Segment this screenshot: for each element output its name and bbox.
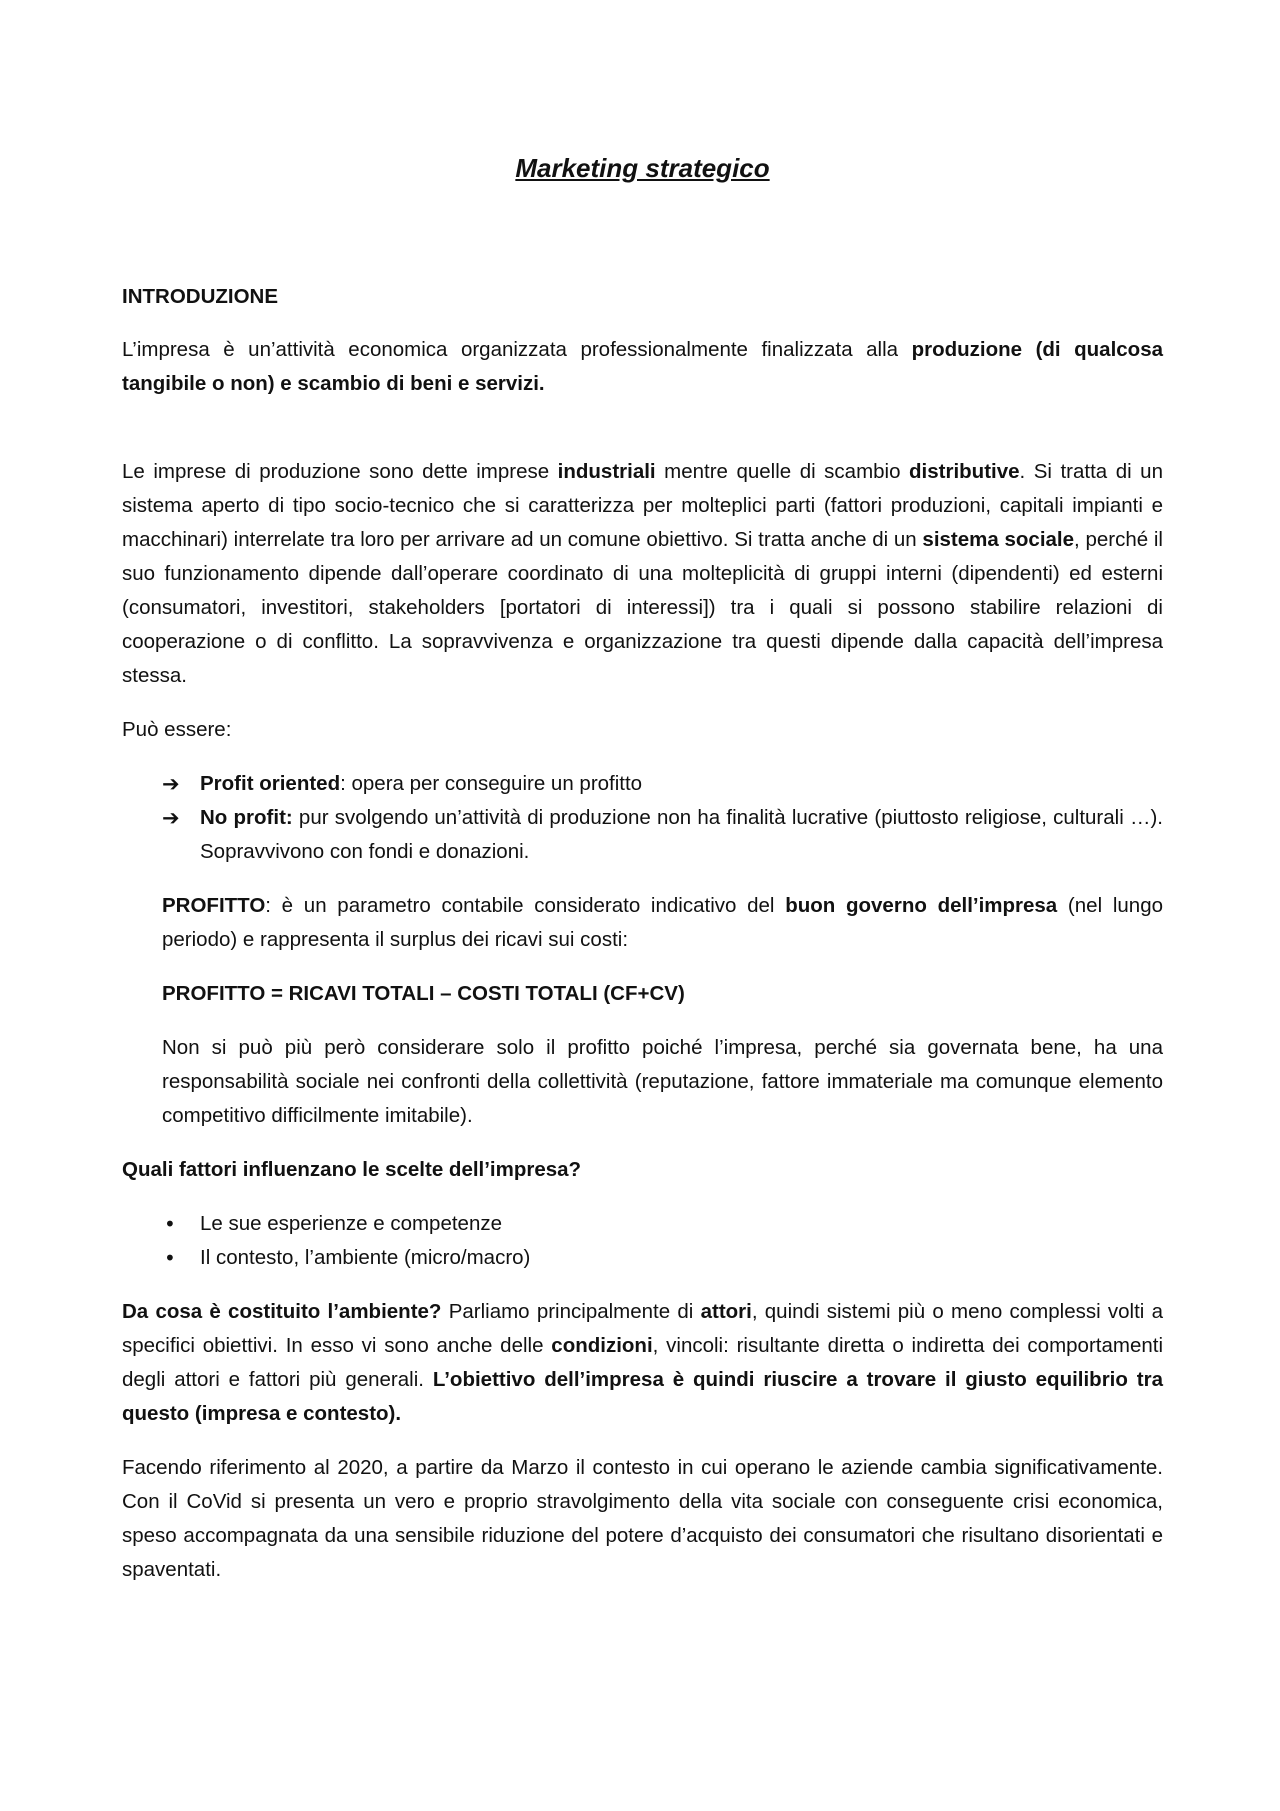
paragraph-puo-essere: Può essere: (122, 718, 232, 741)
text-span: Il contesto, l’ambiente (micro/macro) (200, 1246, 531, 1269)
section-heading-introduzione: INTRODUZIONE (122, 285, 279, 308)
text-span: pur svolgendo un’attività di produzione non ha finalità lucrative (piuttosto religiose, culturali …). Sopravvivono con fondi e donazioni. (200, 806, 1163, 863)
text-span: Le imprese di produzione sono dette imprese (122, 460, 558, 483)
paragraph-imprese-types (122, 455, 1163, 693)
bold-span: L’obiettivo dell’impresa è quindi riuscire a trovare il giusto equilibrio tra questo (impresa e contesto). (122, 1368, 1163, 1425)
bold-span: distributive (909, 460, 1020, 483)
text-span: . Si tratta di un sistema aperto di tipo socio-tecnico che si caratterizza per molteplici parti (fattori produzioni, capitali impianti e macchinari) interrelate tra loro per arrivare ad un comune obiettivo. Si tratta anche di un (122, 460, 1163, 551)
bold-span: PROFITTO (162, 894, 266, 917)
paragraph-impresa-definition (122, 333, 1163, 401)
bold-span: attori (700, 1300, 752, 1323)
bold-span: industriali (557, 460, 656, 483)
document-title: Marketing strategico (515, 153, 770, 183)
bold-span: produzione (di qualcosa tangibile o non) e scambio di beni e servizi. (122, 338, 1163, 395)
bold-span: Quali fattori influenzano le scelte dell’impresa? (122, 1158, 582, 1181)
arrow-list (122, 767, 1163, 869)
text-span: mentre quelle di scambio (655, 460, 910, 483)
text-span: (nel lungo periodo) e rappresenta il surplus dei ricavi sui costi: (162, 894, 1163, 951)
text-span: , quindi sistemi più o meno complessi volti a specifici obiettivi. In esso vi sono anche delle (122, 1300, 1163, 1357)
text-span: L’impresa è un’attività economica organizzata professionalmente finalizzata alla (122, 338, 912, 361)
text-span: Le sue esperienze e competenze (200, 1212, 503, 1235)
bullet-dot-icon: • (164, 1246, 176, 1270)
bullet-list (122, 1207, 1163, 1275)
bold-span: buon governo dell’impresa (785, 894, 1058, 917)
text-span: : è un parametro contabile considerato indicativo del (265, 894, 786, 917)
text-span: , vincoli: risultante diretta o indiretta dei comportamenti degli attori e fattori più generali. (122, 1334, 1163, 1391)
bold-span: Da cosa è costituito l’ambiente? (122, 1300, 442, 1323)
text-span: , perché il suo funzionamento dipende dall’operare coordinato di una molteplicità di gruppi interni (dipendenti) ed esterni (consumatori, investitori, stakeholders [portatori di interessi]) tra i quali si possono stabilire relazioni di cooperazione o di conflitto. La sopravvivenza e organizzazione tra questi dipende dalla capacità dell’impresa stessa. (122, 528, 1163, 687)
paragraph-covid: Facendo riferimento al 2020, a partire da Marzo il contesto in cui operano le aziende cambia significativamente. Con il CoVid si presenta un vero e proprio stravolgimento della vita sociale con conseguente crisi economica, speso accompagnata da una sensibile riduzione del potere d’acquisto dei consumatori che risultano disorientati e spaventati. (122, 1456, 1163, 1581)
list-item (122, 1207, 1163, 1241)
profit-formula (162, 977, 1163, 1011)
question-factors (122, 1153, 1163, 1187)
list-item (122, 767, 1163, 801)
bold-span: condizioni (551, 1334, 653, 1357)
paragraph-profit-note: Non si può più però considerare solo il profitto poiché l’impresa, perché sia governata bene, ha una responsabilità sociale nei confronti della collettività (reputazione, fattore immateriale ma comunque elemento competitivo difficilmente imitabile). (162, 1036, 1163, 1127)
bold-span: No profit: (200, 806, 293, 829)
bold-span: sistema sociale (922, 528, 1075, 551)
bullet-dot-icon: • (164, 1212, 176, 1236)
list-item (122, 1241, 1163, 1275)
bold-span: PROFITTO = RICAVI TOTALI – COSTI TOTALI (CF+CV) (162, 982, 685, 1005)
paragraph-profitto-definition (162, 889, 1163, 957)
text-span: : opera per conseguire un profitto (340, 772, 643, 795)
arrow-right-icon: ➔ (162, 806, 180, 830)
arrow-right-icon: ➔ (162, 772, 180, 796)
list-item (122, 801, 1163, 869)
bold-span: Profit oriented (200, 772, 341, 795)
paragraph-ambiente (122, 1295, 1163, 1431)
text-span: Parliamo principalmente di (441, 1300, 701, 1323)
